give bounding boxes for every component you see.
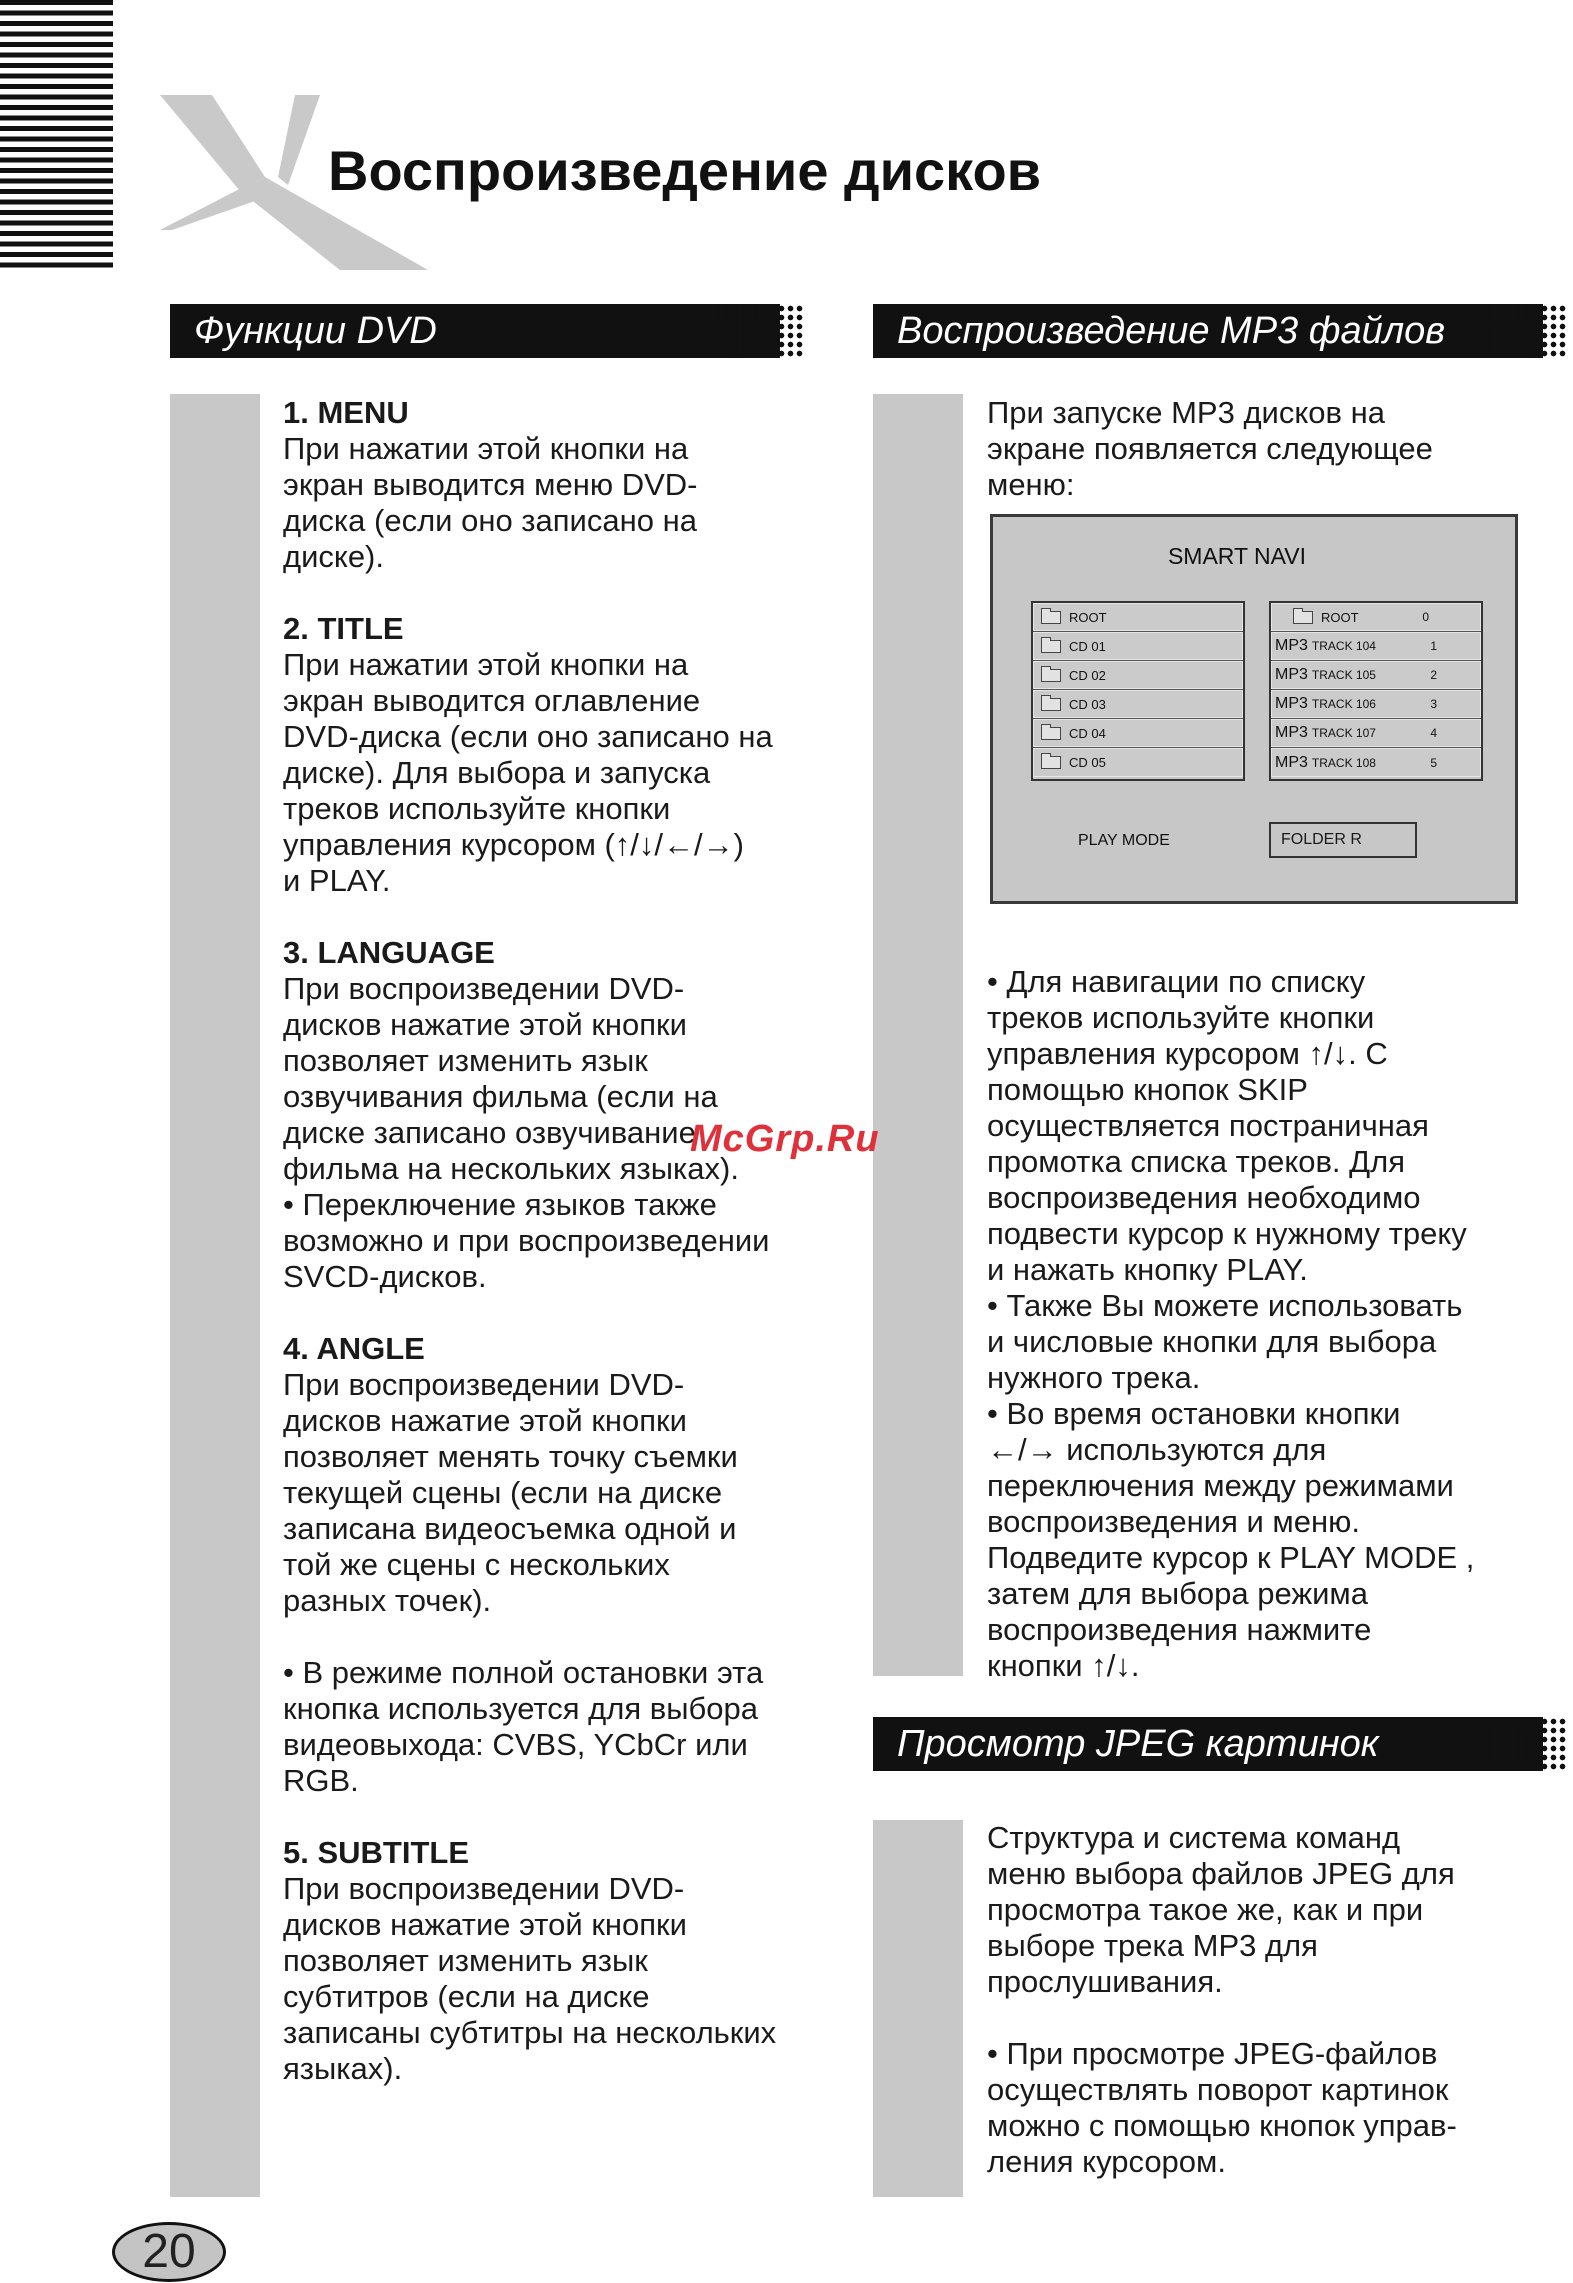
item-heading-subtitle: 5. SUBTITLE: [283, 1835, 470, 1870]
section-bar-mp3: [873, 304, 1543, 358]
track-prefix: MP3: [1275, 637, 1308, 654]
mp3-intro: При запуске MP3 дисков на экране появляется следующее меню:: [987, 395, 1433, 502]
folder-label: CD 04: [1069, 725, 1106, 741]
item-body-subtitle: При воспроизведении DVD- дисков нажатие этой кнопки позволяет изменить язык субтитров (если на диске записаны субтитры на нескольких языках).: [283, 1871, 777, 2086]
folder-icon: [1041, 669, 1061, 682]
mp3-intro-text: [987, 395, 1547, 503]
folder-icon: [1293, 611, 1313, 624]
folder-item[interactable]: [1033, 690, 1243, 719]
track-prefix: MP3: [1275, 724, 1308, 741]
section-bar-jpeg: [873, 1717, 1543, 1771]
folder-label: CD 03: [1069, 696, 1106, 712]
track-list-header[interactable]: [1271, 603, 1481, 632]
folder-item[interactable]: [1033, 748, 1243, 777]
dot-pattern: [1477, 304, 1567, 358]
mp3-instructions: • Для навигации по списку треков используйте кнопки управления курсором ↑/↓. С помощью кнопок SKIP осуществляется постраничная промотка списка треков. Для воспроизведения необходимо подвести курсор к нужному треку и нажать кнопку PLAY. • Также Вы можете использовать и числовые кнопки для выбора нужного трека. • Во время остановки кнопки ←/→ используются для переключения между режимами воспроизведения и меню. Подведите курсор к PLAY MODE , затем для выбора режима воспроизведения нажмите кнопки ↑/↓.: [987, 964, 1475, 1683]
folder-item[interactable]: [1033, 661, 1243, 690]
folder-icon: [1041, 698, 1061, 711]
track-item[interactable]: [1271, 690, 1481, 719]
track-prefix: MP3: [1275, 666, 1308, 683]
decorative-stripes: [0, 0, 113, 272]
track-label: TRACK 104: [1311, 639, 1376, 653]
folder-item[interactable]: [1033, 719, 1243, 748]
folder-label: CD 01: [1069, 638, 1106, 654]
page-title: Воспроизведение дисков: [328, 139, 1042, 202]
track-number: 3: [1430, 697, 1437, 711]
track-label: TRACK 108: [1311, 755, 1376, 770]
side-strip-dvd: [170, 394, 260, 2197]
folder-item[interactable]: [1033, 632, 1243, 661]
track-item[interactable]: [1271, 661, 1481, 690]
track-prefix: MP3: [1275, 695, 1308, 712]
track-number: 2: [1430, 668, 1437, 682]
track-prefix: MP3: [1275, 753, 1308, 771]
section-bar-dvd: [170, 304, 780, 358]
mp3-instructions-text: [987, 964, 1547, 1684]
folder-icon: [1041, 611, 1061, 624]
track-label: TRACK 105: [1311, 668, 1376, 682]
folder-icon: [1041, 640, 1061, 653]
watermark: McGrp.Ru: [690, 1118, 880, 1160]
folder-item[interactable]: [1033, 603, 1243, 632]
track-number: 4: [1430, 726, 1437, 740]
folder-label: CD 05: [1069, 755, 1106, 770]
item-body-menu: При нажатии этой кнопки на экран выводится меню DVD- диска (если оно записано на диске).: [283, 431, 698, 574]
track-number: 1: [1430, 639, 1437, 653]
track-item[interactable]: [1271, 632, 1481, 661]
side-strip-mp3: [873, 394, 963, 1676]
play-mode-value[interactable]: FOLDER R: [1269, 822, 1417, 858]
item-heading-language: 3. LANGUAGE: [283, 935, 495, 970]
jpeg-text: [987, 1820, 1547, 2180]
folder-icon: [1041, 727, 1061, 740]
dot-pattern: [1477, 1717, 1567, 1771]
folder-icon: [1041, 756, 1061, 769]
item-body-title: При нажатии этой кнопки на экран выводится оглавление DVD-диска (если оно записано на диске). Для выбора и запуска треков используйте кнопки управления курсором (↑/↓/←/→) и PLAY.: [283, 647, 773, 898]
jpeg-instructions: Структура и система команд меню выбора файлов JPEG для просмотра такое же, как и при выборе трека MP3 для прослушивания. • При просмотре JPEG-файлов осуществлять поворот картинок можно с помощью кнопок управ- ления курсором.: [987, 1820, 1457, 2179]
track-header-label: ROOT: [1321, 609, 1359, 625]
item-heading-title: 2. TITLE: [283, 611, 404, 646]
folder-list: [1031, 601, 1245, 781]
folder-label: ROOT: [1069, 609, 1107, 625]
track-label: TRACK 107: [1311, 726, 1376, 740]
play-mode-label[interactable]: PLAY MODE: [1078, 832, 1170, 849]
track-number: 5: [1430, 755, 1437, 770]
item-body-angle-note: • В режиме полной остановки эта кнопка используется для выбора видеовыхода: CVBS, YCbCr или RGB.: [283, 1655, 764, 1798]
smart-navi-title: SMART NAVI: [1167, 543, 1307, 569]
item-body-language: При воспроизведении DVD- дисков нажатие этой кнопки позволяет изменить язык озвучивания фильма (если на диске записано озвучивание фильма на нескольких языках). • Переключение языков также возможно и при воспроизведении SVCD-дисков.: [283, 971, 770, 1294]
item-body-angle: При воспроизведении DVD- дисков нажатие этой кнопки позволяет менять точку съемки текущей сцены (если на диске записана видеосъемка одной и той же сцены с нескольких разных точек).: [283, 1367, 738, 1618]
track-number: 0: [1422, 610, 1429, 624]
track-item[interactable]: [1271, 748, 1481, 777]
page-number: 20: [112, 2222, 226, 2282]
item-heading-angle: 4. ANGLE: [283, 1331, 425, 1366]
side-strip-jpeg: [873, 1820, 963, 2197]
smart-navi-screen: [990, 514, 1518, 904]
section-title-jpeg: Просмотр JPEG картинок: [897, 1723, 1379, 1765]
dvd-functions-text: [283, 395, 843, 2087]
dot-pattern: [714, 304, 804, 358]
item-heading-menu: 1. MENU: [283, 395, 409, 430]
section-title-mp3: Воспроизведение MP3 файлов: [897, 310, 1446, 352]
section-title-dvd: Функции DVD: [194, 310, 437, 352]
track-label: TRACK 106: [1311, 697, 1376, 711]
folder-label: CD 02: [1069, 667, 1106, 683]
track-item[interactable]: [1271, 719, 1481, 748]
track-list: [1269, 601, 1483, 781]
